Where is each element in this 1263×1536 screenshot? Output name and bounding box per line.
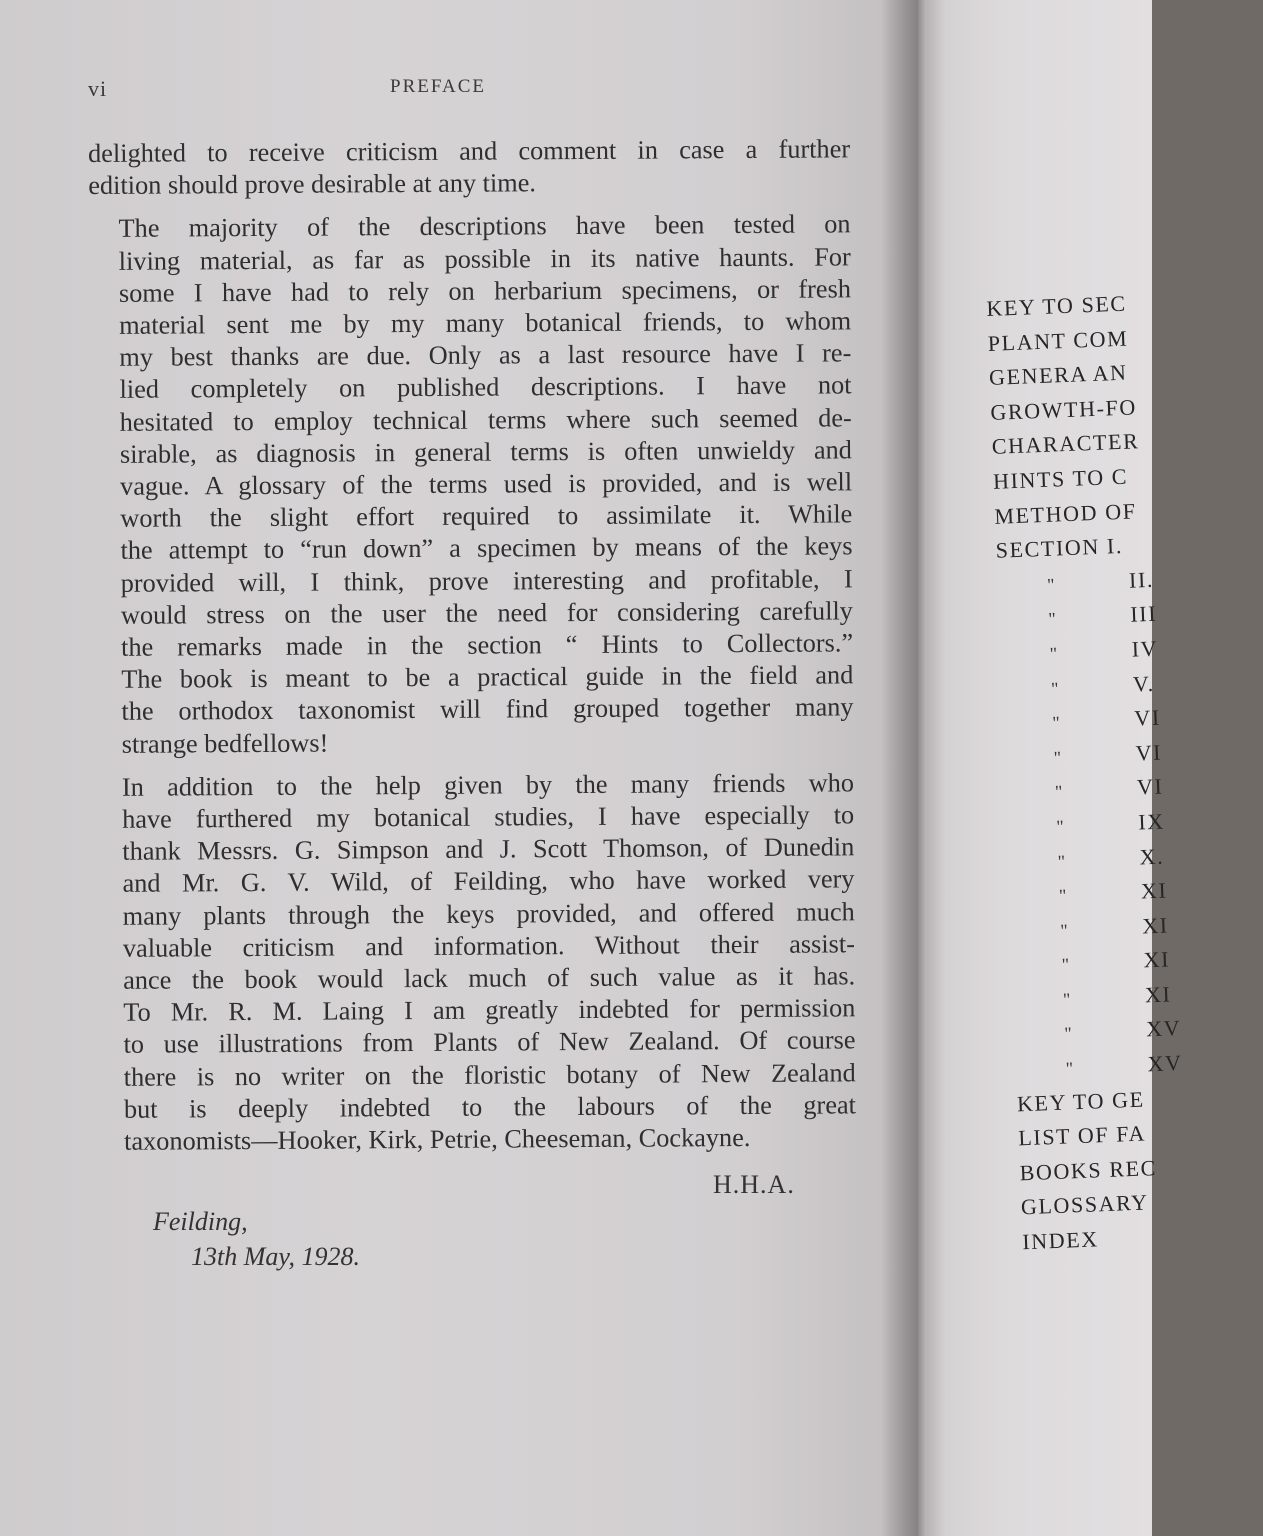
ditto-mark: " bbox=[1062, 989, 1073, 1010]
toc-entry-label: II. bbox=[1128, 566, 1155, 593]
text-line: In addition to the help given by the many friends who bbox=[121, 768, 855, 802]
text-line: vague. A glossary of the terms used is provided, and is well bbox=[120, 467, 853, 501]
table-of-contents bbox=[986, 287, 1263, 1264]
ditto-mark: " bbox=[1053, 747, 1064, 768]
text-line: to use illustrations from Plants of New Zealand. Of course bbox=[123, 1025, 856, 1060]
toc-entry-label: CHARACTER bbox=[991, 428, 1140, 460]
toc-entry-label: III bbox=[1129, 601, 1158, 628]
gutter-shadow bbox=[880, 0, 918, 1536]
toc-entry-label: IV bbox=[1131, 635, 1159, 662]
toc-entry-label: METHOD OF bbox=[993, 497, 1137, 529]
text-line: strange bedfellows! bbox=[121, 728, 329, 759]
text-line: The majority of the descriptions have been tested on bbox=[118, 209, 851, 244]
toc-entry-label: VI bbox=[1133, 704, 1162, 731]
date: 13th May, 1928. bbox=[191, 1242, 360, 1271]
text-line: To Mr. R. M. Laing I am greatly indebted for permission bbox=[123, 993, 856, 1028]
text-line: provided will, I think, prove interesting and profitable, I bbox=[120, 563, 853, 598]
ditto-mark: " bbox=[1065, 1058, 1076, 1079]
text-line: the orthodox taxonomist will find grouped together many bbox=[121, 692, 854, 727]
text-line: taxonomists—Hooker, Kirk, Petrie, Cheeseman, Cockayne. bbox=[124, 1123, 751, 1156]
toc-entry-label: V. bbox=[1132, 670, 1156, 697]
place: Feilding, bbox=[153, 1207, 248, 1236]
page-edge bbox=[918, 0, 926, 1536]
toc-entry-label: XI bbox=[1141, 912, 1170, 939]
text-line: many plants through the keys provided, and offered much bbox=[122, 897, 855, 931]
toc-entry-label: GENERA AN bbox=[988, 359, 1128, 391]
signature: H.H.A. bbox=[713, 1170, 795, 1199]
running-head bbox=[88, 76, 848, 106]
text-line: lied completely on published descriptions. I have not bbox=[119, 370, 852, 405]
page-number: vi bbox=[88, 76, 108, 101]
text-line: have furthered my botanical studies, I have especially to bbox=[122, 800, 855, 834]
paragraph bbox=[88, 133, 850, 202]
text-line: delighted to receive criticism and comment in case a further bbox=[88, 134, 851, 168]
preface-text bbox=[88, 133, 856, 1169]
paragraph bbox=[92, 767, 856, 1158]
ditto-mark: " bbox=[1048, 608, 1058, 630]
toc-entry-label: VI bbox=[1135, 739, 1163, 766]
ditto-mark: " bbox=[1054, 781, 1065, 803]
running-title: PREFACE bbox=[390, 76, 487, 97]
text-line: material sent me by my many botanical friends, to whom bbox=[119, 306, 852, 340]
toc-entry-label: XV bbox=[1147, 1050, 1184, 1077]
text-line: thank Messrs. G. Simpson and J. Scott Thomson, of Dunedin bbox=[122, 832, 855, 867]
toc-entry-label: XI bbox=[1143, 946, 1171, 973]
text-line: would stress on the user the need for considering carefully bbox=[120, 596, 853, 630]
text-line: ance the book would lack much of such value as it has. bbox=[123, 961, 856, 995]
ditto-mark: " bbox=[1057, 850, 1068, 872]
toc-entry-label: VI bbox=[1136, 773, 1164, 800]
text-line: valuable criticism and information. Without their assist- bbox=[122, 929, 856, 963]
text-line: the remarks made in the section “ Hints to Collectors.” bbox=[121, 628, 854, 662]
ditto-mark: " bbox=[1049, 643, 1060, 664]
toc-entry-label: X. bbox=[1139, 843, 1165, 870]
ditto-mark: " bbox=[1052, 712, 1062, 733]
text-line: the attempt to “run down” a specimen by means of the keys bbox=[120, 531, 853, 566]
toc-entry-label: XI bbox=[1144, 981, 1172, 1008]
text-line: and Mr. G. V. Wild, of Feilding, who have worked very bbox=[122, 864, 855, 899]
toc-entry-label: KEY TO SEC bbox=[986, 290, 1128, 321]
ditto-mark: " bbox=[1061, 954, 1072, 975]
text-line: some I have had to rely on herbarium specimens, or fresh bbox=[118, 274, 852, 308]
text-line: The book is meant to be a practical guide in the field and bbox=[121, 660, 854, 695]
text-line: sirable, as diagnosis in general terms is often unwieldy and bbox=[119, 435, 853, 469]
ditto-mark: " bbox=[1050, 677, 1061, 699]
text-line: but is deeply indebted to the labours of the great bbox=[123, 1090, 857, 1124]
toc-entry-label: SECTION I. bbox=[995, 533, 1124, 563]
toc-entry-label: IX bbox=[1137, 808, 1166, 835]
text-line: hesitated to employ technical terms where such seemed de- bbox=[119, 402, 852, 437]
ditto-mark: " bbox=[1064, 1023, 1074, 1044]
toc-entry-label: INDEX bbox=[1021, 1226, 1100, 1255]
toc-entry-label: GLOSSARY bbox=[1020, 1189, 1150, 1220]
toc-entry-label: XV bbox=[1145, 1015, 1182, 1042]
toc-entry-label: HINTS TO C bbox=[992, 463, 1129, 494]
toc-entry-label: XI bbox=[1140, 877, 1168, 904]
ditto-mark: " bbox=[1060, 919, 1070, 941]
text-line: there is no writer on the floristic botany of New Zealand bbox=[123, 1058, 856, 1092]
toc-entry-label: KEY TO GE bbox=[1016, 1086, 1146, 1117]
toc-entry-label: PLANT COM bbox=[987, 325, 1129, 356]
ditto-mark: " bbox=[1046, 574, 1057, 595]
text-line: worth the slight effort required to assimilate it. While bbox=[120, 499, 853, 534]
text-line: living material, as far as possible in its native haunts. For bbox=[118, 241, 851, 276]
text-line: my best thanks are due. Only as a last resource have I re- bbox=[119, 338, 852, 373]
toc-entry-label: BOOKS REC bbox=[1019, 1154, 1158, 1186]
ditto-mark: " bbox=[1056, 816, 1066, 837]
text-line: edition should prove desirable at any time. bbox=[88, 168, 537, 201]
right-page bbox=[918, 0, 1184, 1536]
ditto-mark: " bbox=[1058, 885, 1069, 906]
paragraph bbox=[88, 209, 853, 761]
toc-entry-label: LIST OF FA bbox=[1017, 1120, 1147, 1151]
toc-entry-label: GROWTH-FO bbox=[989, 394, 1138, 425]
